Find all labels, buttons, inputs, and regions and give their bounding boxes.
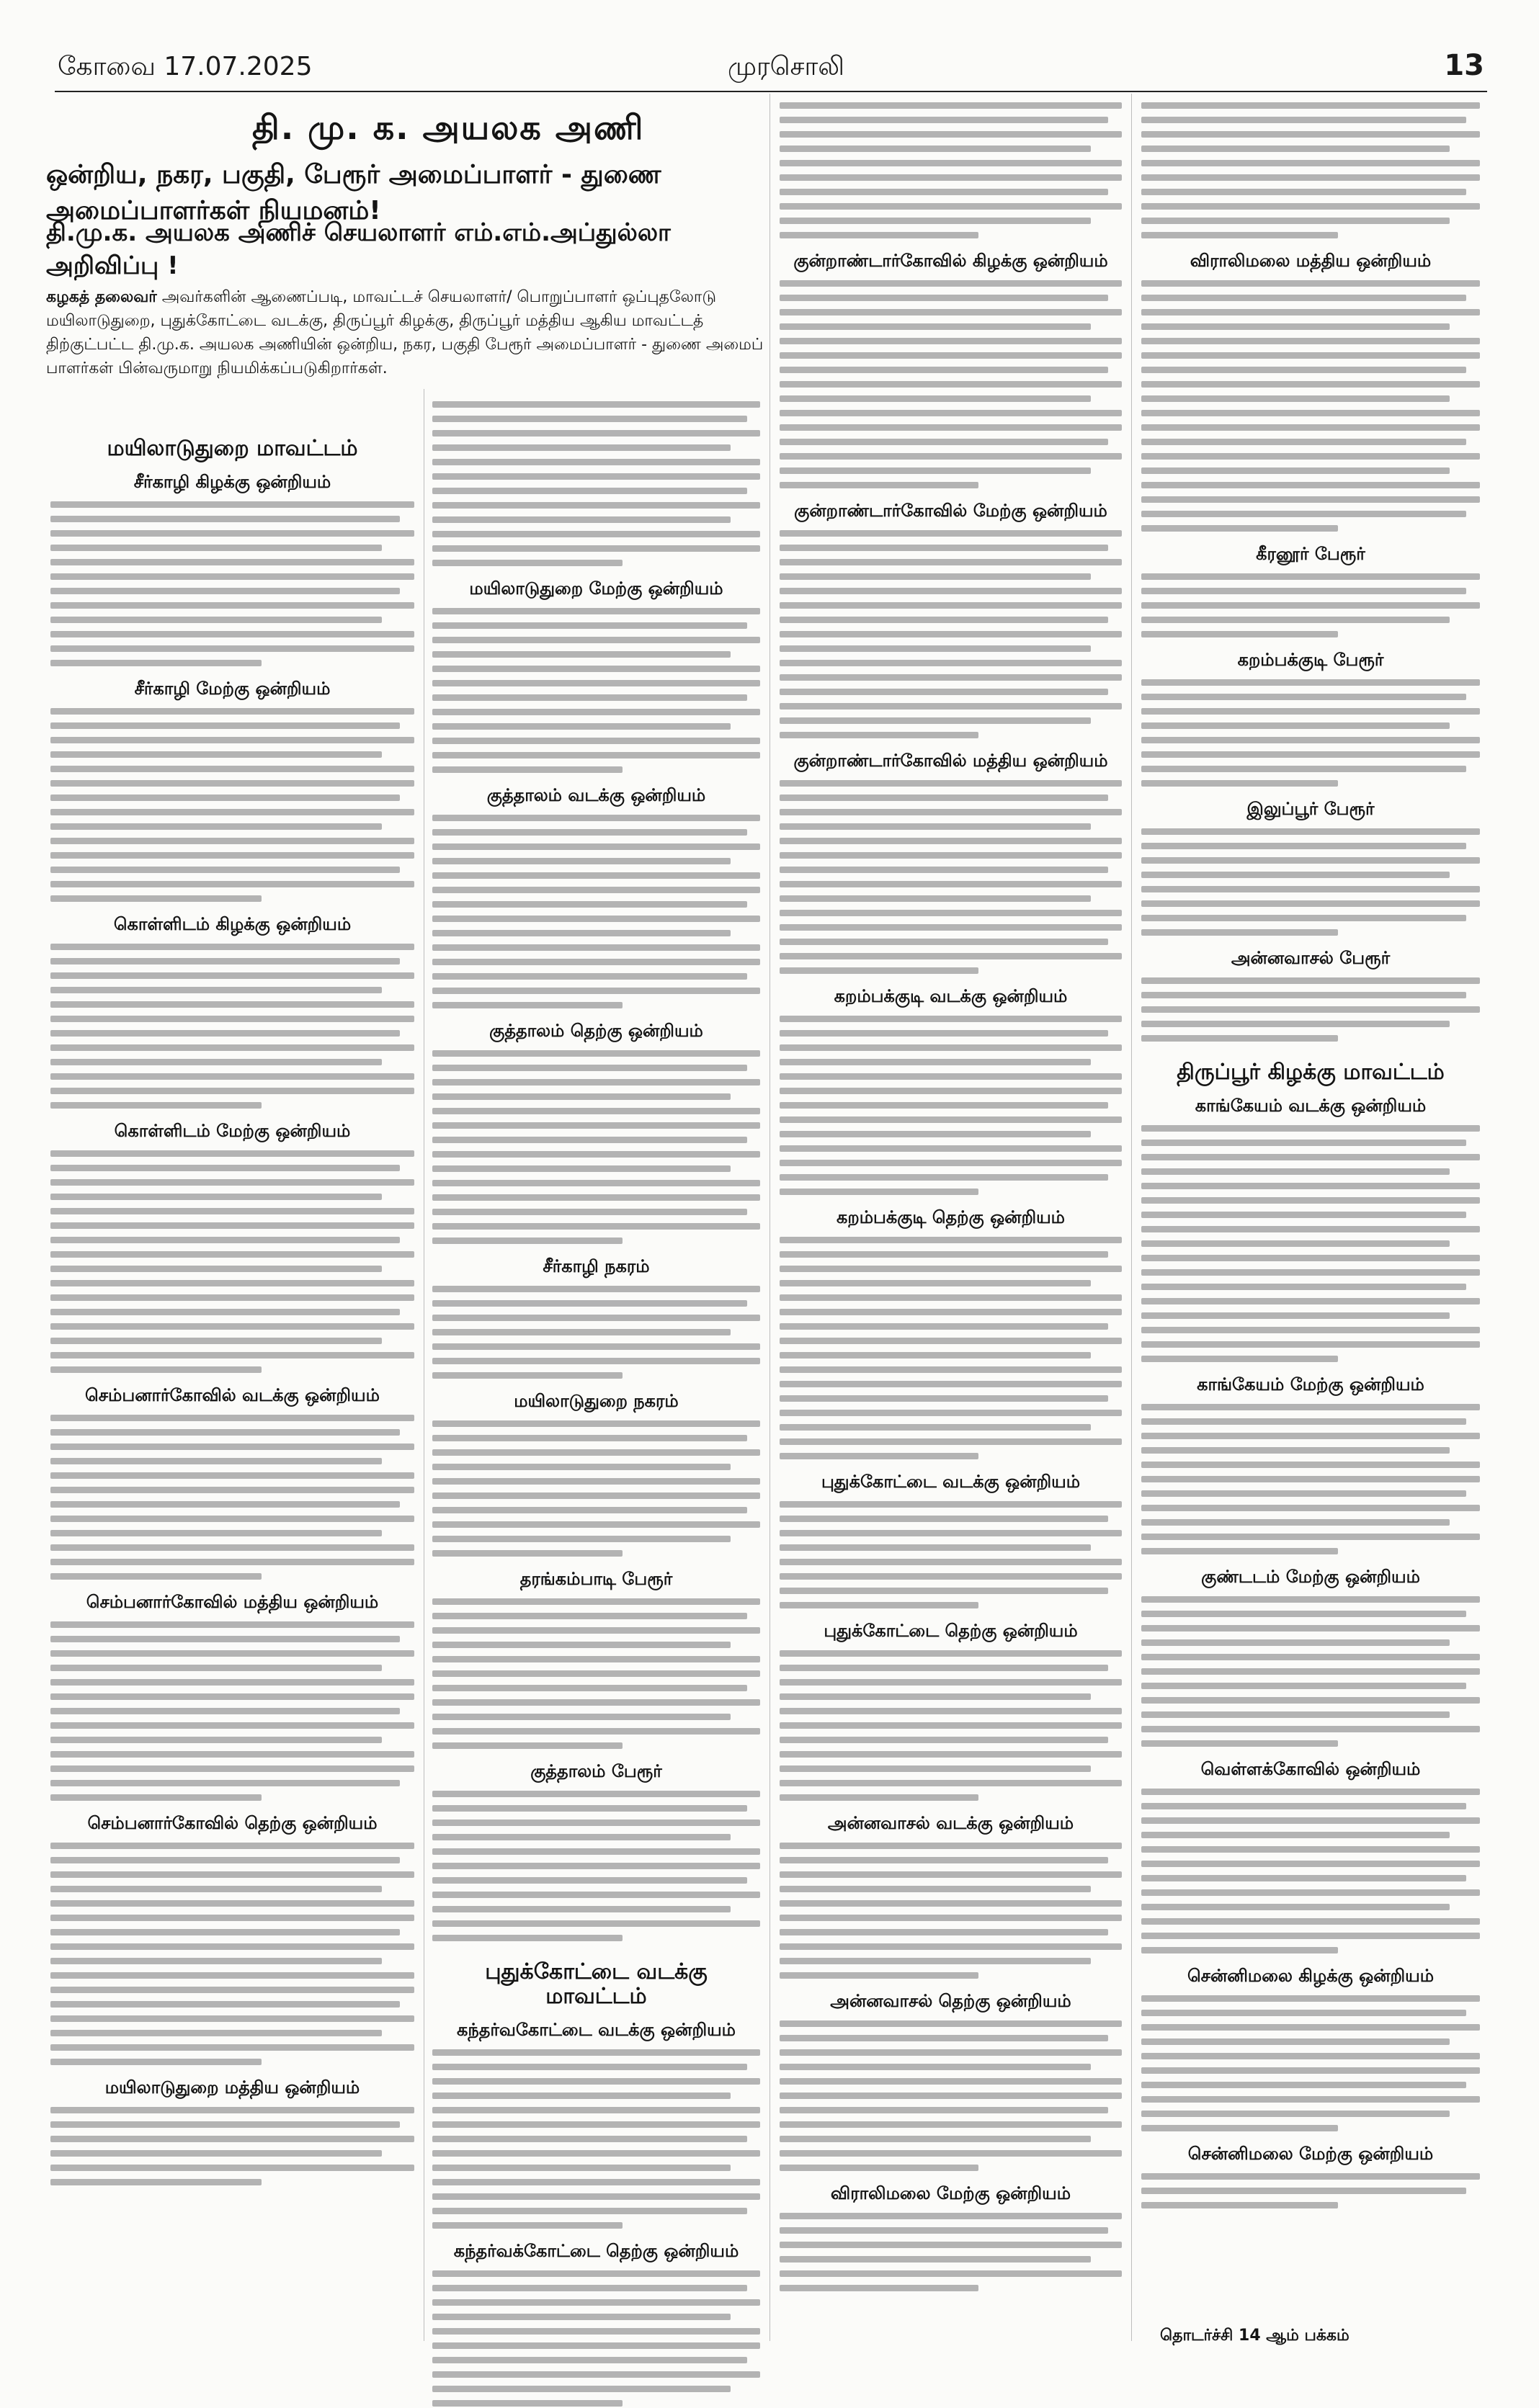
section-body <box>780 2019 1122 2172</box>
section-heading: குத்தாலம் தெற்கு ஒன்றியம் <box>489 1021 703 1041</box>
section-heading: குன்றாண்டார்கோவில் கிழக்கு ஒன்றியம் <box>793 251 1108 271</box>
headline-subtitle: ஒன்றிய, நகர, பகுதி, பேரூர் அமைப்பாளர் - துணை அமைப்பாளர்கள் நியமனம்! <box>46 160 661 225</box>
section-heading: காங்கேயம் மேற்கு ஒன்றியம் <box>1197 1374 1424 1395</box>
section-heading: குன்றாண்டார்கோவில் மேற்கு ஒன்றியம் <box>794 501 1107 521</box>
section-heading: சீர்காழி மேற்கு ஒன்றியம் <box>134 679 331 699</box>
section-body <box>780 1649 1122 1802</box>
section-heading: கொள்ளிடம் கிழக்கு ஒன்றியம் <box>113 914 352 934</box>
section-body <box>432 2269 760 2408</box>
section-heading: செம்பனார்கோவில் தெற்கு ஒன்றியம் <box>87 1813 378 1833</box>
section-heading: கொள்ளிடம் மேற்கு ஒன்றியம் <box>114 1121 351 1141</box>
section-heading: செம்பனார்கோவில் வடக்கு ஒன்றியம் <box>85 1385 380 1405</box>
paper-name: முரசொலி <box>728 52 844 81</box>
column-2 <box>432 400 760 2408</box>
section-heading: கறம்பக்குடி வடக்கு ஒன்றியம் <box>834 986 1068 1006</box>
headline-byline: தி.மு.க. அயலக அணிச் செயலாளர் எம்.எம்.அப்துல்லா அறிவிப்பு ! <box>46 218 671 280</box>
section-heading: விராலிமலை மேற்கு ஒன்றியம் <box>830 2183 1071 2203</box>
section-heading: குத்தாலம் வடக்கு ஒன்றியம் <box>486 785 706 805</box>
section-body <box>432 400 760 568</box>
section-body <box>50 500 414 668</box>
section-body <box>1141 101 1480 240</box>
section-body <box>50 942 414 1110</box>
section-body <box>1141 1994 1480 2133</box>
section-heading: செம்பனார்கோவில் மத்திய ஒன்றியம் <box>86 1592 379 1612</box>
section-heading: சென்னிமலை கிழக்கு ஒன்றியம் <box>1187 1966 1435 1986</box>
section-heading: கறம்பக்குடி தெற்கு ஒன்றியம் <box>837 1207 1065 1227</box>
section-body <box>780 779 1122 975</box>
section-body <box>780 1235 1122 1461</box>
section-heading: சென்னிமலை மேற்கு ஒன்றியம் <box>1187 2144 1434 2164</box>
section-heading: குத்தாலம் பேரூர் <box>530 1761 662 1781</box>
section-heading: மயிலாடுதுறை மத்திய ஒன்றியம் <box>104 2077 360 2098</box>
lead-paragraph <box>46 285 767 380</box>
section-heading: கந்தர்வக்கோட்டை தெற்கு ஒன்றியம் <box>453 2241 739 2261</box>
section-body <box>780 2211 1122 2293</box>
section-heading: வெள்ளக்கோவில் ஒன்றியம் <box>1200 1759 1421 1779</box>
district-heading: மயிலாடுதுறை மாவட்டம் <box>107 436 358 461</box>
section-heading: காங்கேயம் வடக்கு ஒன்றியம் <box>1195 1096 1427 1116</box>
section-body <box>50 1620 414 1802</box>
column-4 <box>1141 101 1480 2210</box>
headline-title: தி. மு. க. அயலக அணி <box>252 108 645 147</box>
section-body <box>1141 1787 1480 1955</box>
lead-text: அவர்களின் ஆணைப்படி, மாவட்டச் செயலாளர்/ பொறுப்பாளர் ஒப்புதலோடு மயிலாடுதுறை, புதுக்கோட்டை வடக்கு, திருப்பூர் கிழக்கு, திருப்பூர் மத்திய ஆகிய மாவட்டத் திற்குட்பட்ட தி.மு.க. அயலக அணியின் ஒன்றிய, நகர, பகுதி பேரூர் அமைப்பாளர் - துணை அமைப் பாளர்கள் பின்வருமாறு நியமிக்கப்படுகிறார்கள். <box>46 288 764 377</box>
section-heading: சீர்காழி கிழக்கு ஒன்றியம் <box>133 472 331 492</box>
section-body <box>50 707 414 903</box>
section-heading: தரங்கம்பாடி பேரூர் <box>519 1569 673 1589</box>
section-body <box>1141 976 1480 1043</box>
continued-note: தொடர்ச்சி 14 ஆம் பக்கம் <box>1160 2327 1350 2345</box>
section-body <box>780 1500 1122 1610</box>
section-body <box>780 101 1122 240</box>
lead-label: கழகத் தலைவர் <box>46 288 157 306</box>
section-body <box>432 607 760 774</box>
page-number: 13 <box>1444 49 1484 82</box>
section-heading: கறம்பக்குடி பேரூர் <box>1237 650 1384 670</box>
city-date: கோவை 17.07.2025 <box>58 52 313 81</box>
district-heading: புதுக்கோட்டை வடக்கு மாவட்டம் <box>485 1959 708 2009</box>
section-body <box>432 2048 760 2230</box>
section-body <box>432 1049 760 1245</box>
section-body <box>432 1597 760 1750</box>
section-body <box>780 529 1122 740</box>
section-heading: கந்தர்வகோட்டை வடக்கு ஒன்றியம் <box>457 2020 736 2040</box>
section-heading: விராலிமலை மத்திய ஒன்றியம் <box>1190 251 1432 271</box>
section-body <box>780 1014 1122 1196</box>
section-body <box>1141 279 1480 533</box>
section-body <box>50 1413 414 1581</box>
section-heading: அன்னவாசல் வடக்கு ஒன்றியம் <box>827 1813 1074 1833</box>
section-body <box>432 1284 760 1380</box>
section-heading: அன்னவாசல் தெற்கு ஒன்றியம் <box>830 1991 1071 2011</box>
column-3 <box>780 101 1122 2293</box>
section-body <box>1141 1124 1480 1364</box>
section-body <box>50 1149 414 1374</box>
section-body <box>432 1789 760 1943</box>
section-heading: குன்றாண்டார்கோவில் மத்திய ஒன்றியம் <box>793 751 1108 771</box>
section-body <box>432 1419 760 1558</box>
section-body <box>780 279 1122 490</box>
section-body <box>1141 1402 1480 1556</box>
section-body <box>50 1841 414 2067</box>
section-body <box>1141 1595 1480 1748</box>
section-body <box>1141 2172 1480 2210</box>
district-heading: திருப்பூர் கிழக்கு மாவட்டம் <box>1177 1060 1445 1085</box>
section-heading: கீரனூர் பேரூர் <box>1256 544 1365 564</box>
section-heading: இலுப்பூர் பேரூர் <box>1246 799 1375 819</box>
column-1 <box>50 432 414 2187</box>
section-body <box>1141 678 1480 788</box>
page-header <box>58 46 1484 89</box>
section-body <box>432 813 760 1010</box>
header-rule <box>55 91 1487 92</box>
section-body <box>780 1841 1122 1980</box>
section-heading: குண்டடம் மேற்கு ஒன்றியம் <box>1201 1567 1420 1587</box>
section-heading: மயிலாடுதுறை மேற்கு ஒன்றியம் <box>469 578 723 599</box>
section-body <box>50 2105 414 2187</box>
section-body <box>1141 827 1480 937</box>
section-heading: புதுக்கோட்டை தெற்கு ஒன்றியம் <box>824 1621 1078 1641</box>
section-heading: சீர்காழி நகரம் <box>543 1256 650 1276</box>
section-heading: மயிலாடுதுறை நகரம் <box>514 1391 679 1411</box>
section-body <box>1141 572 1480 639</box>
section-heading: புதுக்கோட்டை வடக்கு ஒன்றியம் <box>821 1472 1081 1492</box>
column-divider <box>1131 94 1132 2341</box>
section-heading: அன்னவாசல் பேரூர் <box>1231 948 1391 968</box>
